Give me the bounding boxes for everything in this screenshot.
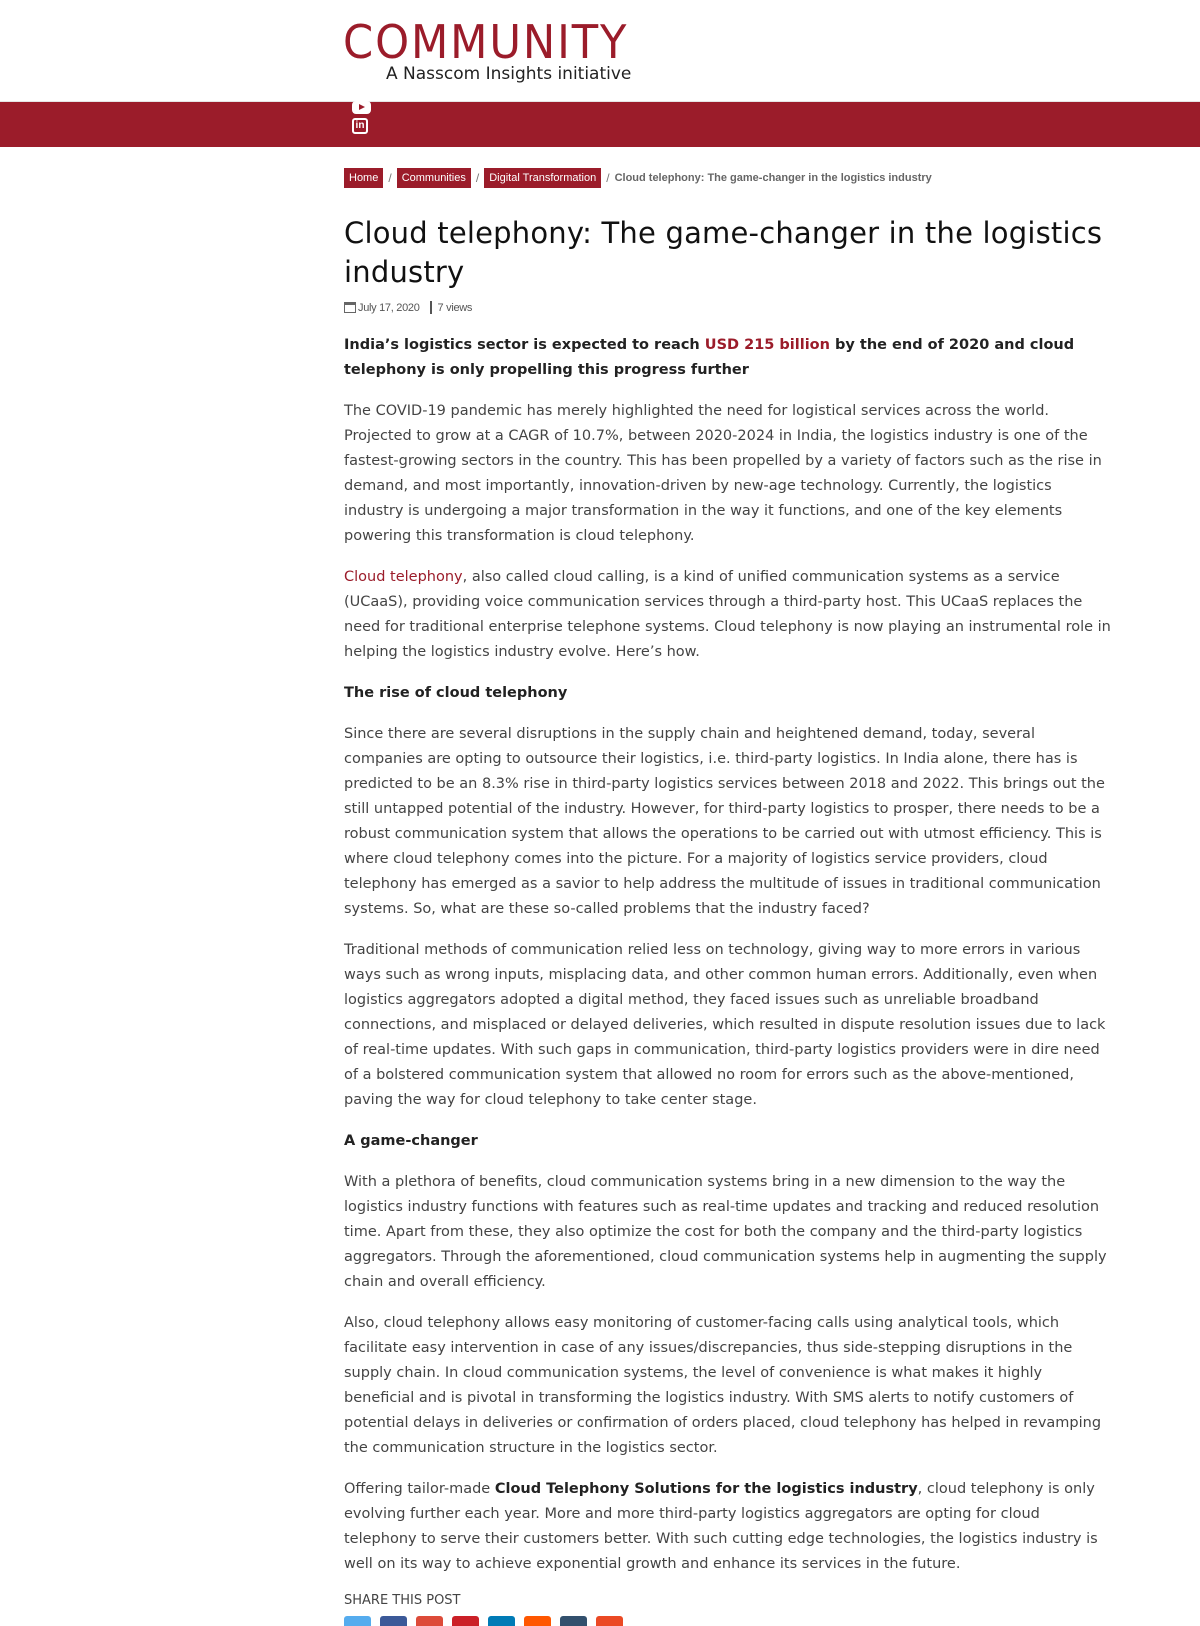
breadcrumb-current: Cloud telephony: The game-changer in the logistics industry [614,172,932,184]
community-logo[interactable] [343,15,643,84]
breadcrumb [344,168,932,188]
stumbleupon-icon[interactable] [596,1616,623,1626]
breadcrumb-communities[interactable]: Communities [397,168,471,188]
linkedin-icon[interactable]: in [352,118,368,134]
meta-divider [430,301,432,314]
breadcrumb-digital-transformation[interactable]: Digital Transformation [484,168,601,188]
paragraph-text: Offering tailor-made [344,1481,495,1497]
youtube-icon[interactable] [352,101,371,114]
paragraph: Traditional methods of communication relied less on technology, giving way to more errors in various ways such as wrong inputs, misplacing data, and other common human errors. Additionally, even when logistics aggregators adopted a digital method, they faced issues such as unreliable broadband connections, and misplaced or delayed deliveries, which resulted in dispute resolution issues due to lack of real-time updates. With such gaps in communication, third-party logistics providers were in dire need of a bolstered communication system that allowed no room for errors such as the above-mentioned, paving the way for cloud telephony to take center stage. [344,942,1106,1108]
paragraph: With a plethora of benefits, cloud communication systems bring in a new dimension to the way the logistics industry functions with features such as real-time updates and tracking and reduced resolution time. Apart from these, they also optimize the cost for both the company and the third-party logistics aggregators. Through the aforementioned, cloud communication systems help in augmenting the supply chain and overall efficiency. [344,1174,1107,1290]
article-container [344,214,1114,1626]
reddit-icon[interactable] [524,1616,551,1626]
logo-wordmark: COMMUNITY [343,15,629,69]
header-social-links [352,101,371,134]
solutions-highlight: Cloud Telephony Solutions for the logistics industry [494,1481,918,1497]
paragraph-text: , also called cloud calling, is a kind of unified communication systems as a service (UCaaS), providing voice communication services through a third-party host. This UCaaS replaces the need for traditional enterprise telephone systems. Cloud telephony is now playing an instrumental role in helping the logistics industry evolve. Here’s how. [344,569,1111,660]
lede-text: by the end of 2020 and cloud telephony is only propelling this progress further [344,337,1075,378]
calendar-icon [344,302,356,313]
googleplus-icon[interactable] [416,1616,443,1626]
subheading-game-changer: A game-changer [344,1133,478,1149]
share-buttons [344,1616,1114,1626]
pinterest-icon[interactable] [452,1616,479,1626]
cloud-telephony-link[interactable]: Cloud telephony [344,569,463,585]
logo-tagline: A Nasscom Insights initiative [386,64,632,84]
subheading-rise: The rise of cloud telephony [344,685,568,701]
article-lede [344,333,1114,383]
article-meta [344,301,1114,314]
article-body [344,333,1114,1577]
nav-bar [0,102,1200,147]
paragraph [344,565,1114,665]
linkedin-icon[interactable] [488,1616,515,1626]
paragraph: Also, cloud telephony allows easy monitoring of customer-facing calls using analytical tools, which facilitate easy intervention in case of any issues/discrepancies, thus side-stepping disruptions in the supply chain. In cloud communication systems, the level of convenience is what makes it highly beneficial and is pivotal in transforming the logistics industry. With SMS alerts to notify customers of potential delays in deliveries or confirmation of orders placed, cloud telephony has helped in revamping the communication structure in the logistics sector. [344,1315,1102,1456]
facebook-icon[interactable] [380,1616,407,1626]
page-title: Cloud telephony: The game-changer in the logistics industry [344,216,1103,289]
breadcrumb-separator: / [475,171,480,185]
breadcrumb-home[interactable]: Home [344,168,383,188]
paragraph-text: , cloud telephony is only evolving further each year. More and more third-party logistics aggregators are opting for cloud telephony to serve their customers better. With such cutting edge technologies, the logistics industry is well on its way to achieve exponential growth and enhance its services in the future. [344,1481,1098,1572]
twitter-icon[interactable] [344,1616,371,1626]
breadcrumb-separator: / [388,171,392,185]
usd-215-billion-link[interactable]: USD 215 billion [704,337,830,353]
share-label: SHARE THIS POST [344,1593,461,1608]
site-header [0,0,1200,102]
paragraph [344,1477,1114,1577]
article-views: 7 views [437,301,473,314]
paragraph: The COVID-19 pandemic has merely highlighted the need for logistical services across the world. Projected to grow at a CAGR of 10.7%, between 2020-2024 in India, the logistics industry is one of the fastest-growing sectors in the country. This has been propelled by a variety of factors such as the rise in demand, and most importantly, innovation-driven by new-age technology. Currently, the logistics industry is undergoing a major transformation in the way it functions, and one of the key elements powering this transformation is cloud telephony. [344,403,1102,544]
breadcrumb-separator: / [606,171,610,185]
paragraph: Since there are several disruptions in the supply chain and heightened demand, today, several companies are opting to outsource their logistics, i.e. third-party logistics. In India alone, there has is predicted to be an 8.3% rise in third-party logistics services between 2018 and 2022. This brings out the still untapped potential of the industry. However, for third-party logistics to prosper, there needs to be a robust communication system that allows the operations to be carried out with utmost efficiency. This is where cloud telephony comes into the picture. For a majority of logistics service providers, cloud telephony has emerged as a savior to help address the multitude of issues in traditional communication systems. So, what are these so-called problems that the industry faced? [344,726,1105,917]
article-date: July 17, 2020 [358,301,420,314]
tumblr-icon[interactable] [560,1616,587,1626]
lede-text: India’s logistics sector is expected to reach [344,337,705,353]
